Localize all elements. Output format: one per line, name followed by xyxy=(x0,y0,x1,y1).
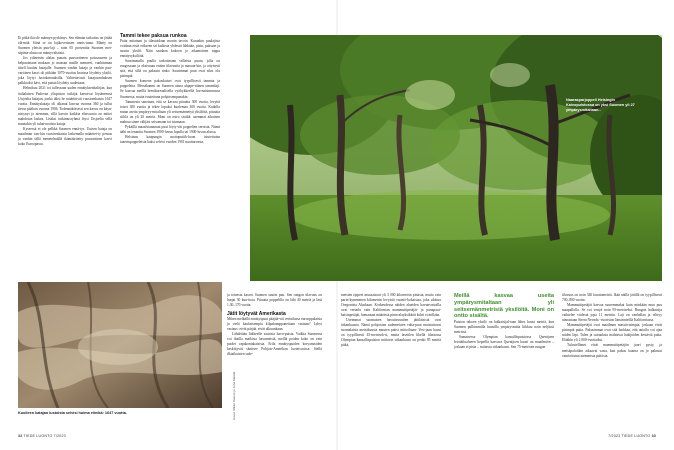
article-column-6 xyxy=(562,293,662,359)
paragraph: Helsinan kaupungin mottapuitik-koon istutettuina tuaerinpoppeleista kaksi selvisi vuoden 1901 nuutturvasta, xyxy=(120,134,220,144)
paragraph: Suomen komeon pakoukaiset ovat tyypillisesti tammia ja poppeleita. Metsäkanmi on Suomen ainoa ahjape-räinen tammilaji. Se kasvaa meillä hemiboreaalisella vyöhykkeellä lou-naisimmassa Suomessa, mutta istutettuna pohjoisempanakin. xyxy=(120,79,220,99)
paragraph: Useimmat suomaisen havutiavuntien jättiläisistä ovat tiikankuusia. Nämä pohjoisten sademetsien valta-puut muistuttavat suomalaista metsäkuusta muuten paitsi mittoiltaan: Vesi-jaan kuusi on tyypillisesti 45-metrisek-si, mutta lasetilen likellä tilastossa Olympian kansallispuiston mittavin sitkankuusi on peräti 95 metriä pitkä, xyxy=(341,318,441,348)
paragraph: tilavuus on noin 340 kuutiometriä. Ikää näillä jättillä on tyypillisesti 700–800 vuotta. xyxy=(562,293,662,303)
article-column-5 xyxy=(454,293,554,350)
left-page-footer xyxy=(18,434,66,438)
paragraph: Mammuttipetäjät kasvaa suuremmakai kuin minkään muu puu maapallolla. Se voi venyä noin 95-metriseksi. Rungon halkaisija vaihtelee viidestä jopa 11 metriin. Laji on vanhellaa ja vilttyy ainoastaan Sierra Nevada -vuoriston länsirinteillä Kaliforniassa. xyxy=(562,303,662,323)
article-column-1 xyxy=(18,36,112,147)
article-column-3 xyxy=(227,293,322,358)
paragraph: Samaisessa Olympian kansallispuistossa Quentjoen leiritäilualueen liepeillä kasvava Quentjoen kuusi on maailmiön – joskaan ei pisin – mittaviа sitkankuusi. Sen 75-metrisen rungon xyxy=(454,335,554,350)
page-number: 33 xyxy=(651,434,656,438)
paragraph: Puita mitataan ja tilastoidaan monin tavoin. Kuntakin puulajista voidaan etsiä erikseen tai kaikista yhdessä lähkään, pisin, paksuin ja suurin yksilö. Näin saadaan kokoon jo aikamoinen nippu ennätysyksilöitä. xyxy=(120,39,220,59)
section-heading: Tammi tekee paksua runkoa xyxy=(120,33,187,39)
paragraph: Mammuttipetäjät ovat maailman massiivisimpia, joskaan eivät pisimpiä puita. Pakusimmat ovat sitä luokkaa, että autolla voi ajaa niiden läpi. Tulen ja sairauksia mahtuvat hakijoiden kestäviä puita. Elääkin yli 2 000-vuotiaiksi. xyxy=(562,323,662,343)
magazine-name: TIEDE LUONTO xyxy=(621,434,651,438)
pull-quote: Meillä kasvaa useita ympärysmitaltaan yli seitsemänmetrisiä yksilöitä. Moni on ontto sisältä. xyxy=(454,293,554,320)
paragraph: Tulostellimet eivät mammuttipetäjiin juuri pysty, ja metsäpaloitkin aikaavat vasta, kun pakou kaarna on jo paksuut vaurioitunut aiemmista paloista. xyxy=(562,343,662,358)
section-heading: Jätit löytyvät Amerikasta xyxy=(227,311,286,318)
paragraph: Puiston rakoen yksilö on halkaisijal-taan lähes kuusi metriä, kun Suomen pulkimmilla kuusilla ympärysmitta liikkuu noin neljässä metrissä. xyxy=(454,320,554,335)
park-trees-image xyxy=(250,35,662,281)
paragraph: ja toinesta kasvoi Suomen suurin puu. Sen rungon tilavuus on hurjat 30 kuu-tiota. Pituutta poppelilla on lähi 40 metriä ja läsä 1,30–170 vuotta. xyxy=(227,293,322,308)
paragraph: Mihen melkällä ennätyspuut pääjää-vät vertailussa eurooppalaisia ja vielä kaukaisempia kilpakumppaneitaan vastaan? Lyhyt vastaus: eivät pärjää, eivät alkuunkaan. xyxy=(227,317,322,332)
paragraph: Pykäillä maaalviaannuat puut löyty-vät poppelien seroista. Nämä ääht on tenantta Suomen 1900-luvun lopulla tai 1900-luvun alussa. xyxy=(120,124,220,134)
article-column-4 xyxy=(341,293,441,349)
bark-photo-caption: Kuolleen katajan lustoista selvisi huima elinikä: 1647 vuotta. xyxy=(18,411,127,415)
right-page-footer xyxy=(608,434,656,438)
article-column-2 xyxy=(120,33,220,145)
paragraph: Jos ydinetsän alalaa puuata puuvartineen poissaaseen ja kelpuutetaan mukaan jo maasan maille menneet, vanhimman tittelí kuuluu katajalle. Suomen vanhin kataja ja vanhin puuvarttinen kasvi oli pitkään 1070-vuotias Inarissa löydetty yksilö, joka löytyi lustokairauksilla. Valitettavasti katajavanhuksen palkkioksi kävi, että puista löydetty uudestaan. xyxy=(18,56,112,86)
page-number: 32 xyxy=(18,434,23,438)
paragraph: Suurimmalla puulla tarkoitetaan sellaista puuta, jolla on rungossaan ja oksissaan eniten tilavuutta ja massaa-kin, ja ottyisesti sitä, että sillä on paksuin rinko. Suurimmat puut ovat siksi olu pisimpiä. xyxy=(120,59,220,79)
paragraph: Lähdetään liikkeelle suurista havu-puista. Vaikka Suomessa voi iltailla maikista havumetsiä, meillä poiden koko on vain puolet rapakontakaisista. Erila ennätyspuiden koryanusiden keskittyvät sänitsee Pohjois-Amerikan luoteisosissa. Siellä ilkiaikaisten sade- xyxy=(227,332,322,357)
paragraph: Helmikuu 2021 toi tullessaan uuden ennätyksenhaltijan, kun italialaisen Padovan yliopiston tutkijat kertoivat löytäneensä Utsjoelta katajan, jonka iäksi he määrittivät vuosirenkaista 1647 vuotta. Ennätyskataja oli alkanut kasvaa vuonna 360 ja tullut tietoa pääluin vuonna 1906. Todennäköisesti sen kasvu on käynnistynyt jo aiemmin, sillä kasvin kaikkia elinvuosia on mittei mahdoton laskea. Lisäksi tutkimusryhmä löysi Utsjoelta sellä muutakin yli tuhatvuotista kataja. xyxy=(18,86,112,126)
paragraph: metsien rippeet muusatavat yli 3 000 kilometrin pituista, mutta vain parin-kymmenen kilometrin levyistä vuoniö-kokaistaa, joka ulottuu Oregonista Alaskaan. Korkeudessa näiden alueiden havunvattoilla ovat vertailu vain Kalifornian mammuttipetäjät- ja punapuutkaisinpetäjät, homaasan määrässä pinta-alayksikköä kohti ei millään. xyxy=(341,293,441,318)
tree-photo-caption: Naarasparjoppeli Helsingin Kaivopuistossa on yksi Suomen yli 27 ympärysmitaltaan... xyxy=(566,98,635,112)
magazine-name: TIEDE LUONTO xyxy=(23,434,53,438)
issue-number: 7/2023 xyxy=(608,434,621,438)
juniper-bark-image xyxy=(18,282,222,408)
paragraph: Ei pitkä ikä ole männyn pyrkimys. Sen elämän tarkoitus on jättää elä-mää. Siinä se on lajikovertasen onnis-tunut. Mänty on Suomen yleisin puu-laji – noin 65 prosenttia Suomen met-säpinta-alasta on mäntyvaltaista. xyxy=(18,36,112,56)
poplar-tree-photo xyxy=(250,35,662,281)
paragraph: Tammesta sanotaan, että se kasvaa pituutta 300 vuotta, levyttä toiset 300 vuotta ja tekee lopuksi kuolemaa 300 vuotta. Kaikilla muun aseita ympäryy-mitaltaan yli seitsemännetyä yksilöitä, pituutta siililä on yli 20 metriä. Moni on ostro sisältä: usemmat aikuinen mahtua sinne välijäsi seisomaan tai istumaan. xyxy=(120,99,220,124)
juniper-bark-photo xyxy=(18,282,222,408)
paragraph: Kyseessä ei ole pelkkä Suomen ennä-tys. Uuisen kataja on maailman van-hin vuosirenkaista laskemalla määritet-ty pensas ja vanhin tällä menetelmällä ikämääritetty puuvartinen kasvi koko Euroopassa. xyxy=(18,126,112,146)
issue-number: 7/2023 xyxy=(53,434,66,438)
photo-credit: Kuvat: Mikko Kaarne ja Juha Määttä xyxy=(232,371,236,420)
